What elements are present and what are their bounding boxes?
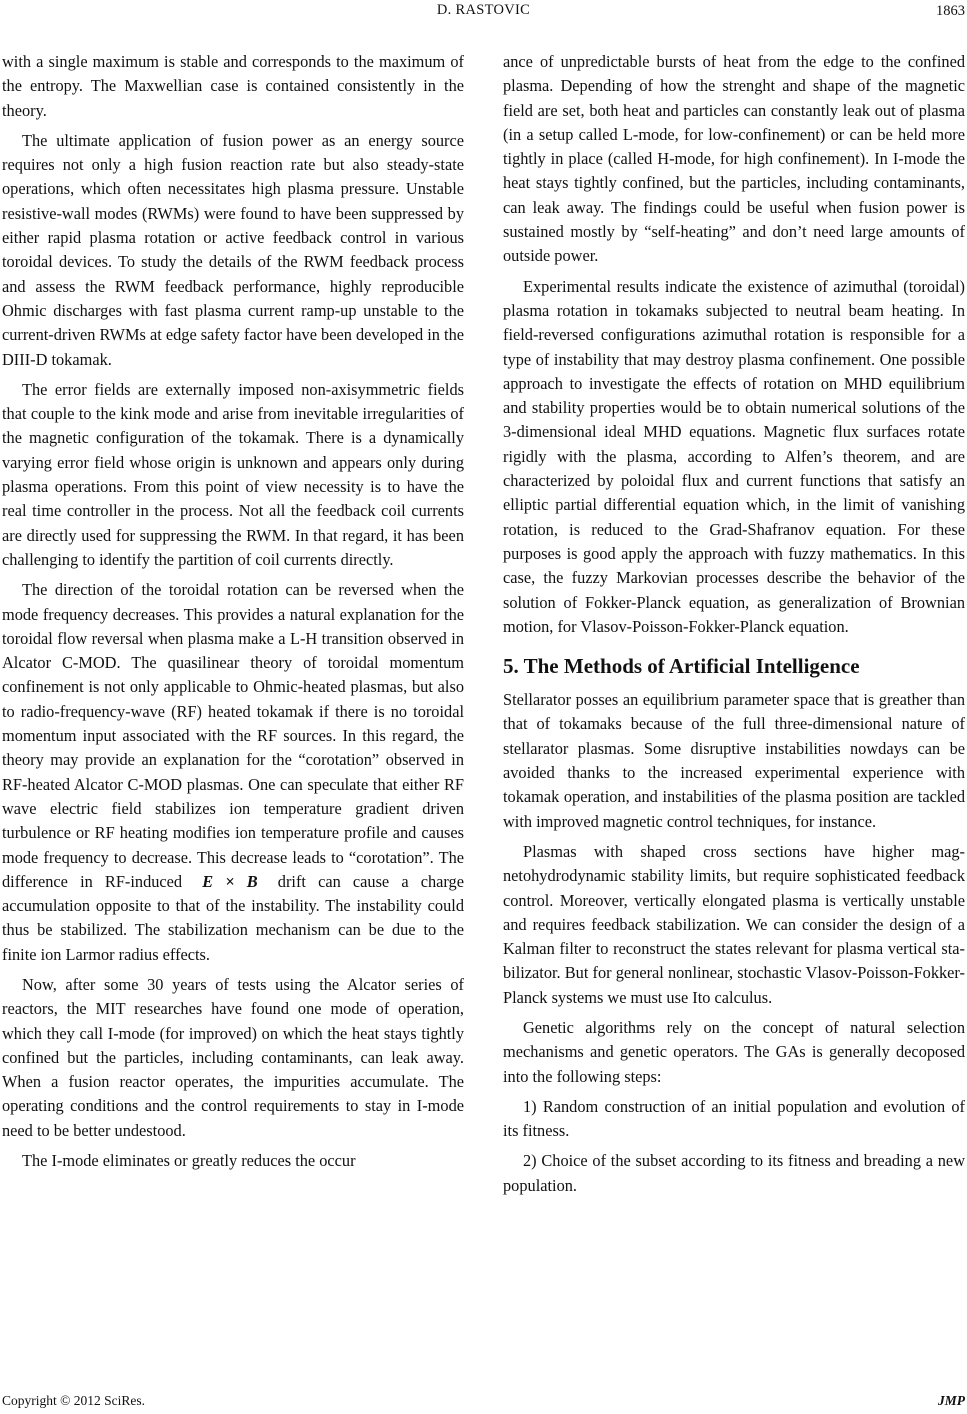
- paragraph: ance of unpredictable bursts of heat from the edge to the confined plasma. Depending of how the strenght and shape of the magnetic field are set, both heat and particles can constantly leak out of plasma (in a setup called L-mode, for low-confinement) or can be held more tightly in place (called H-mode, for high confinement). In I-mode the heat stays tightly confined, but the particles, including contaminants, can leak away. The findings could be useful when fusion power is sustained mostly by “self-heating” and don’t need large amounts of outside power.: [503, 52, 965, 266]
- inline-equation: E × B: [202, 871, 258, 891]
- paragraph: Now, after some 30 years of tests using the Alcator series of reactors, the MIT researches have found one mode of operation, which they call I-mode (for improved) on which the heat stays tightly confined but the particles, including contaminants, can leak away. When a fusion reactor operates, the impurities accumulate. The operating conditions and the control requirements to stay in I-mode need to be better undestood.: [2, 974, 464, 1140]
- left-column: [2, 50, 464, 1173]
- paragraph: with a single maximum is stable and corresponds to the maximum of the entropy. The Maxwellian case is contained consistently in the theory.: [2, 52, 464, 120]
- copyright-notice: Copyright © 2012 SciRes.: [2, 1393, 146, 1408]
- page-header: [0, 0, 967, 30]
- paragraph-text: The direction of the toroidal rotation can be reversed when the mode frequency decreases. This provides a natural explanation for the toroidal flow reversal when plasma make a L-H transition observed in Alcator C-MOD. The quasilinear theory of toroidal momentum confinement is not only applicable to Ohmic-heated plasmas, but also to radio-frequency-wave (RF) heated tokamak if there is no toroidal momentum input associated with the RF sources. In this regard, the theory may provide an explanation for the “corotation” observed in RF-heated Alcator C-MOD plasmas. One can speculate that either RF wave electric field stabilizes ion temperature gradient driven turbulence or RF heating modifies ion temperature profile and causes mode frequency to decrease. This decrease leads to “corotation”. The difference in RF-induced: [2, 580, 464, 891]
- paragraph: Plasmas with shaped cross sections have higher magnetohydrodynamic stability limits, but require sophisticated feedback control. Moreover, vertically elongated plasma is vertically unstable and requires feedback stabilization. We can consider the design of a Kalman filter to reconstruct the states relevant for plasma vertical stabilizator. But for general nonlinear, stochastic Vlasov-Poisson-Fokker-Planck systems we must use Ito calculus.: [503, 841, 965, 1007]
- paragraph: The error fields are externally imposed non-axisymmetric fields that couple to the kink mode and arise from inevitable irregularities of the magnetic configuration of the tokamak. There is a dynamically varying error field whose origin is unknown and appears only during plasma operations. From this point of view necessity is to have the real time controller in the process. Not all the feedback coil currents are directly used for suppressing the RWM. In that regard, it has been challenging to identify the partition of coil currents directly.: [2, 379, 464, 569]
- paragraph-text: drift can cause a charge accumulation opposite to that of the instability. The instability could thus be stabilized. The stabilization mechanism can be due to the finite ion Larmor radius effects.: [2, 871, 464, 964]
- paragraph: Stellarator posses an equilibrium parameter space that is greather than that of tokamaks because of the full three-dimensional nature of stellarator plasmas. Some disruptive instabilities nowdays can be avoided thanks to the increased experimental experience with tokamak operation, and instabilities of the plasma position are tackled with improved magnetic control techniques, for instance.: [503, 690, 965, 831]
- section-heading: 5. The Methods of Artificial Intelligence: [503, 654, 860, 679]
- paragraph: The ultimate application of fusion power as an energy source requires not only a high fusion reaction rate but also steady-state operations, which often necessitates high plasma pressure. Unstable resistive-wall modes (RWMs) were found to have been suppressed by either rapid plasma rotation or active feedback control in various toroidal devices. To study the details of the RWM feedback process and assess the RWM feedback performance, highly reproducible Ohmic discharges with fast plasma current ramp-up unstable to the current-driven RWMs at edge safety factor have been developed in the DIII-D tokamak.: [2, 130, 464, 369]
- running-head-author: D. RASTOVIC: [436, 2, 531, 18]
- paragraph: Genetic algorithms rely on the concept of natural selection mechanisms and genetic operators. The GAs is generally decoposed into the following steps:: [503, 1017, 965, 1086]
- paragraph: Experimental results indicate the existence of azimuthal (toroidal) plasma rotation in tokamaks subjected to neutral beam heating. In field-reversed configurations azimuthal rotation is responsible for a type of instability that may destroy plasma confinement. One possible approach to investigate the effects of rotation on MHD equilibrium and stability properties would be to obtain numerical solutions of the 3-dimensional ideal MHD equations. Magnetic flux surfaces rotate rigidly with the plasma, according to Alfen’s theorem, and are characterized by poloidal flux and current functions that satisfy an elliptic partial differential equation which, in the limit of vanishing rotation, is reduced to the Grad-Shafranov equation. For these purposes is good apply the approach with fuzzy mathematics. In this case, the fuzzy Markovian processes describe the behavior of the solution of Fokker-Planck equation, as generalization of Brownian motion, for Vlasov-Poisson-Fokker-Planck equation.: [503, 276, 965, 636]
- right-column: [503, 50, 965, 1198]
- list-item: 1) Random construction of an initial population and evolution of its fitness.: [503, 1096, 965, 1141]
- page-number: 1863: [936, 3, 965, 19]
- journal-abbrev: JMP: [938, 1393, 965, 1408]
- paragraph: The I-mode eliminates or greatly reduces the occur: [22, 1151, 356, 1171]
- page-footer: [0, 1393, 967, 1411]
- paragraph: [2, 578, 464, 967]
- list-item: 2) Choice of the subset according to its fitness and breading a new population.: [503, 1151, 965, 1195]
